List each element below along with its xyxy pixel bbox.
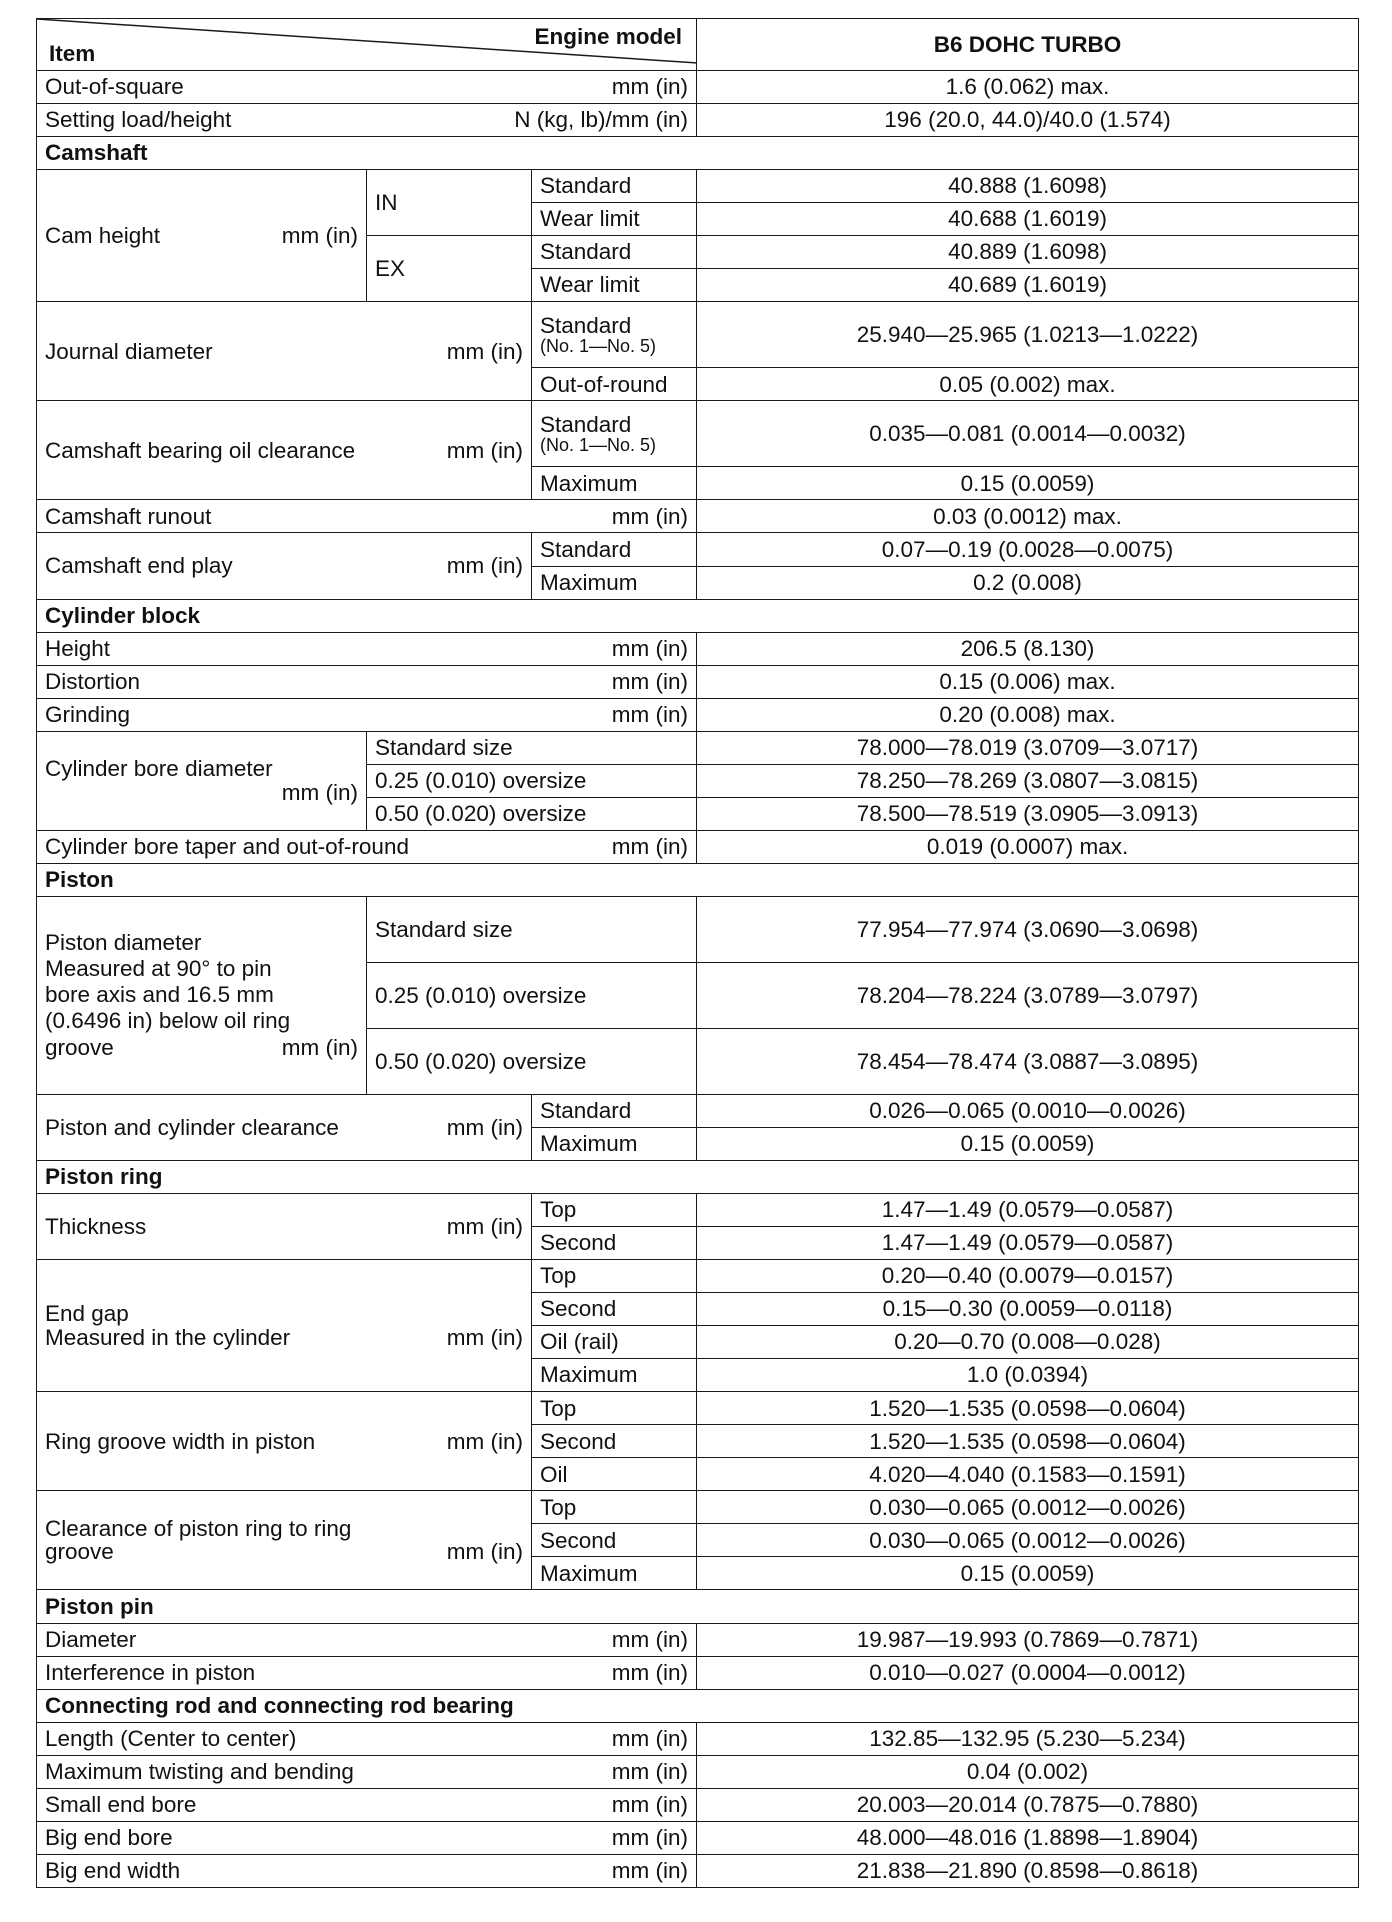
label: Journal diameter <box>45 338 213 364</box>
label: Ring groove width in piston <box>45 1428 316 1454</box>
sub-label: Standard size <box>367 731 697 764</box>
header-row <box>37 19 1359 71</box>
unit: mm (in) <box>446 437 523 463</box>
label-cell <box>37 1623 697 1656</box>
label: Small end bore <box>45 1791 197 1817</box>
section-piston-ring <box>37 1161 1359 1194</box>
value: 78.454—78.474 (3.0887—3.0895) <box>697 1028 1359 1094</box>
value: 0.07—0.19 (0.0028—0.0075) <box>697 533 1359 566</box>
label-line: Measured in the cylinder <box>45 1324 291 1350</box>
label-cell <box>37 665 697 698</box>
unit: mm (in) <box>281 222 358 248</box>
label: Diameter <box>45 1626 137 1652</box>
value: 1.0 (0.0394) <box>697 1359 1359 1392</box>
sub-label: Top <box>532 1392 697 1425</box>
value: 48.000—48.016 (1.8898—1.8904) <box>697 1821 1359 1854</box>
sub-label: 0.25 (0.010) oversize <box>367 764 697 797</box>
row-out-of-square <box>37 71 1359 104</box>
sub-label: Standard size <box>367 896 697 962</box>
journal-standard-cell <box>532 302 697 368</box>
conrod-twist-row <box>37 1755 1359 1788</box>
label: Maximum twisting and bending <box>45 1758 354 1784</box>
cam-height-row <box>37 170 1359 203</box>
unit: mm (in) <box>611 1725 689 1751</box>
thickness-label-cell <box>37 1194 532 1260</box>
sub-label: Standard <box>532 533 697 566</box>
label: Big end bore <box>45 1824 173 1850</box>
value: 0.04 (0.002) <box>697 1755 1359 1788</box>
section-cylinder-block <box>37 599 1359 632</box>
bearing-label-cell <box>37 401 532 500</box>
unit: mm (in) <box>446 1539 523 1565</box>
unit: mm (in) <box>611 1626 689 1652</box>
value: 1.520—1.535 (0.0598—0.0604) <box>697 1392 1359 1425</box>
label: Big end width <box>45 1858 181 1884</box>
label-cell <box>37 500 697 533</box>
pin-interference-row <box>37 1656 1359 1689</box>
sub-label: Second <box>532 1425 697 1458</box>
label: Height <box>45 635 111 661</box>
sub-label: Standard <box>532 170 697 203</box>
value: 0.019 (0.0007) max. <box>697 830 1359 863</box>
sub-label: Wear limit <box>532 203 697 236</box>
sub-label: Second <box>532 1293 697 1326</box>
label: Grinding <box>45 701 131 727</box>
value: 1.47—1.49 (0.0579—0.0587) <box>697 1194 1359 1227</box>
unit: N (kg, lb)/mm (in) <box>514 107 689 133</box>
unit: mm (in) <box>611 701 689 727</box>
header-item-cell <box>37 19 697 71</box>
label-cell <box>37 632 697 665</box>
value: 196 (20.0, 44.0)/40.0 (1.574) <box>697 104 1359 137</box>
end-play-label-cell <box>37 533 532 599</box>
unit: mm (in) <box>611 1758 689 1784</box>
label: Out-of-square <box>45 74 184 100</box>
section-piston-pin <box>37 1590 1359 1623</box>
label: Cylinder bore taper and out-of-round <box>45 833 409 859</box>
sub-label: Maximum <box>532 1359 697 1392</box>
end-gap-row <box>37 1260 1359 1293</box>
unit: mm (in) <box>446 1213 523 1239</box>
in-label: IN <box>367 170 532 236</box>
sub-label: Top <box>532 1260 697 1293</box>
value: 78.250—78.269 (3.0807—3.0815) <box>697 764 1359 797</box>
end-gap-label-cell <box>37 1260 532 1392</box>
sub-label: Maximum <box>532 467 697 500</box>
bore-label-cell <box>37 731 367 830</box>
sub-label: Wear limit <box>532 269 697 302</box>
value: 0.010—0.027 (0.0004—0.0012) <box>697 1656 1359 1689</box>
sub-label: Oil (rail) <box>532 1326 697 1359</box>
label: Piston and cylinder clearance <box>45 1114 339 1140</box>
value: 0.15 (0.0059) <box>697 467 1359 500</box>
cam-height-label-cell <box>37 170 367 302</box>
label-cell <box>37 1722 697 1755</box>
journal-row <box>37 302 1359 368</box>
taper-row <box>37 830 1359 863</box>
value: 0.15 (0.006) max. <box>697 665 1359 698</box>
sub-label: Standard <box>540 411 632 437</box>
unit: mm (in) <box>446 1428 523 1454</box>
conrod-small-end-row <box>37 1788 1359 1821</box>
sub-label: Standard <box>540 312 632 338</box>
sub-note: (No. 1—No. 5) <box>540 336 657 357</box>
piston-diameter-label-cell <box>37 896 367 1094</box>
label-line: bore axis and 16.5 mm <box>45 982 274 1008</box>
piston-clearance-label-cell <box>37 1095 532 1161</box>
engine-model-value: B6 DOHC TURBO <box>697 19 1359 71</box>
value: 0.035—0.081 (0.0014—0.0032) <box>697 401 1359 467</box>
value: 4.020—4.040 (0.1583—0.1591) <box>697 1458 1359 1491</box>
value: 21.838—21.890 (0.8598—0.8618) <box>697 1854 1359 1887</box>
label: Camshaft runout <box>45 503 212 529</box>
value: 40.689 (1.6019) <box>697 269 1359 302</box>
sub-note: (No. 1—No. 5) <box>540 435 657 456</box>
piston-clearance-row <box>37 1095 1359 1128</box>
value: 40.888 (1.6098) <box>697 170 1359 203</box>
label: Camshaft end play <box>45 553 233 579</box>
unit: mm (in) <box>611 503 689 529</box>
label: Length (Center to center) <box>45 1725 297 1751</box>
value: 40.889 (1.6098) <box>697 236 1359 269</box>
value: 77.954—77.974 (3.0690—3.0698) <box>697 896 1359 962</box>
label: Thickness <box>45 1213 147 1239</box>
sub-label: Maximum <box>532 1557 697 1590</box>
piston-diameter-row <box>37 896 1359 962</box>
value: 0.026—0.065 (0.0010—0.0026) <box>697 1095 1359 1128</box>
sub-label: Second <box>532 1227 697 1260</box>
value: 0.030—0.065 (0.0012—0.0026) <box>697 1524 1359 1557</box>
section-title: Connecting rod and connecting rod bearing <box>37 1689 1359 1722</box>
sub-label: Second <box>532 1524 697 1557</box>
value: 206.5 (8.130) <box>697 632 1359 665</box>
value: 0.20—0.40 (0.0079—0.0157) <box>697 1260 1359 1293</box>
section-camshaft <box>37 137 1359 170</box>
label-line: Measured at 90° to pin <box>45 956 272 982</box>
section-conrod <box>37 1689 1359 1722</box>
unit: mm (in) <box>446 1114 523 1140</box>
sub-label: Maximum <box>532 1128 697 1161</box>
section-title: Cylinder block <box>37 599 1359 632</box>
unit: mm (in) <box>611 1858 689 1884</box>
ex-label: EX <box>367 236 532 302</box>
unit: mm (in) <box>446 338 523 364</box>
sub-label: Top <box>532 1491 697 1524</box>
unit: mm (in) <box>281 779 358 805</box>
label: Interference in piston <box>45 1659 256 1685</box>
value: 25.940—25.965 (1.0213—1.0222) <box>697 302 1359 368</box>
label-line: groove <box>45 1034 114 1060</box>
label-cell <box>37 71 697 104</box>
sub-label: 0.50 (0.020) oversize <box>367 1028 697 1094</box>
groove-width-label-cell <box>37 1392 532 1491</box>
value: 1.6 (0.062) max. <box>697 71 1359 104</box>
value: 1.520—1.535 (0.0598—0.0604) <box>697 1425 1359 1458</box>
section-title: Piston <box>37 863 1359 896</box>
journal-label-cell <box>37 302 532 401</box>
engine-model-label: Engine model <box>534 24 683 49</box>
unit: mm (in) <box>611 833 689 859</box>
bearing-row <box>37 401 1359 467</box>
label: Camshaft bearing oil clearance <box>45 437 356 463</box>
section-piston <box>37 863 1359 896</box>
label-line: groove <box>45 1539 114 1565</box>
height-row <box>37 632 1359 665</box>
value: 0.15—0.30 (0.0059—0.0118) <box>697 1293 1359 1326</box>
unit: mm (in) <box>446 1324 523 1350</box>
value: 0.2 (0.008) <box>697 566 1359 599</box>
label: Distortion <box>45 668 141 694</box>
value: 19.987—19.993 (0.7869—0.7871) <box>697 1623 1359 1656</box>
sub-label: 0.50 (0.020) oversize <box>367 797 697 830</box>
label-cell <box>37 1821 697 1854</box>
label-line: (0.6496 in) below oil ring <box>45 1008 291 1034</box>
thickness-row <box>37 1194 1359 1227</box>
value: 0.20 (0.008) max. <box>697 698 1359 731</box>
conrod-big-end-width-row <box>37 1854 1359 1887</box>
label-line: Clearance of piston ring to ring <box>45 1515 352 1541</box>
pin-diameter-row <box>37 1623 1359 1656</box>
label: Cylinder bore diameter <box>45 756 273 782</box>
groove-clearance-label-cell <box>37 1491 532 1590</box>
label-cell <box>37 1788 697 1821</box>
value: 40.688 (1.6019) <box>697 203 1359 236</box>
label: Setting load/height <box>45 107 232 133</box>
groove-width-row <box>37 1392 1359 1425</box>
value: 0.15 (0.0059) <box>697 1128 1359 1161</box>
value: 20.003—20.014 (0.7875—0.7880) <box>697 1788 1359 1821</box>
value: 0.05 (0.002) max. <box>697 368 1359 401</box>
label-cell <box>37 104 697 137</box>
label: Cam height <box>45 222 161 248</box>
sub-label: Standard <box>532 236 697 269</box>
groove-clearance-row <box>37 1491 1359 1524</box>
unit: mm (in) <box>611 668 689 694</box>
value: 78.204—78.224 (3.0789—3.0797) <box>697 962 1359 1028</box>
unit: mm (in) <box>611 635 689 661</box>
label-cell <box>37 830 697 863</box>
value: 0.20—0.70 (0.008—0.028) <box>697 1326 1359 1359</box>
unit: mm (in) <box>611 1659 689 1685</box>
value: 132.85—132.95 (5.230—5.234) <box>697 1722 1359 1755</box>
value: 0.03 (0.0012) max. <box>697 500 1359 533</box>
sub-label: 0.25 (0.010) oversize <box>367 962 697 1028</box>
label-line: Piston diameter <box>45 930 202 956</box>
distortion-row <box>37 665 1359 698</box>
value: 78.000—78.019 (3.0709—3.0717) <box>697 731 1359 764</box>
label-cell <box>37 1755 697 1788</box>
sub-label: Out-of-round <box>532 368 697 401</box>
unit: mm (in) <box>611 1824 689 1850</box>
value: 0.030—0.065 (0.0012—0.0026) <box>697 1491 1359 1524</box>
end-play-row <box>37 533 1359 566</box>
row-setting-load <box>37 104 1359 137</box>
item-label: Item <box>49 41 96 67</box>
label-cell <box>37 698 697 731</box>
label-line: End gap <box>45 1301 129 1327</box>
spec-table <box>36 18 1359 1888</box>
unit: mm (in) <box>446 553 523 579</box>
label-cell <box>37 1854 697 1887</box>
value: 0.15 (0.0059) <box>697 1557 1359 1590</box>
section-title: Piston pin <box>37 1590 1359 1623</box>
value: 1.47—1.49 (0.0579—0.0587) <box>697 1227 1359 1260</box>
conrod-big-end-row <box>37 1821 1359 1854</box>
unit: mm (in) <box>281 1034 358 1060</box>
sub-label: Oil <box>532 1458 697 1491</box>
sub-label: Maximum <box>532 566 697 599</box>
bore-row <box>37 731 1359 764</box>
value: 78.500—78.519 (3.0905—3.0913) <box>697 797 1359 830</box>
conrod-length-row <box>37 1722 1359 1755</box>
section-title: Piston ring <box>37 1161 1359 1194</box>
unit: mm (in) <box>611 1791 689 1817</box>
grinding-row <box>37 698 1359 731</box>
sub-label: Standard <box>532 1095 697 1128</box>
bearing-standard-cell <box>532 401 697 467</box>
section-title: Camshaft <box>37 137 1359 170</box>
sub-label: Top <box>532 1194 697 1227</box>
unit: mm (in) <box>611 74 689 100</box>
runout-row <box>37 500 1359 533</box>
label-cell <box>37 1656 697 1689</box>
